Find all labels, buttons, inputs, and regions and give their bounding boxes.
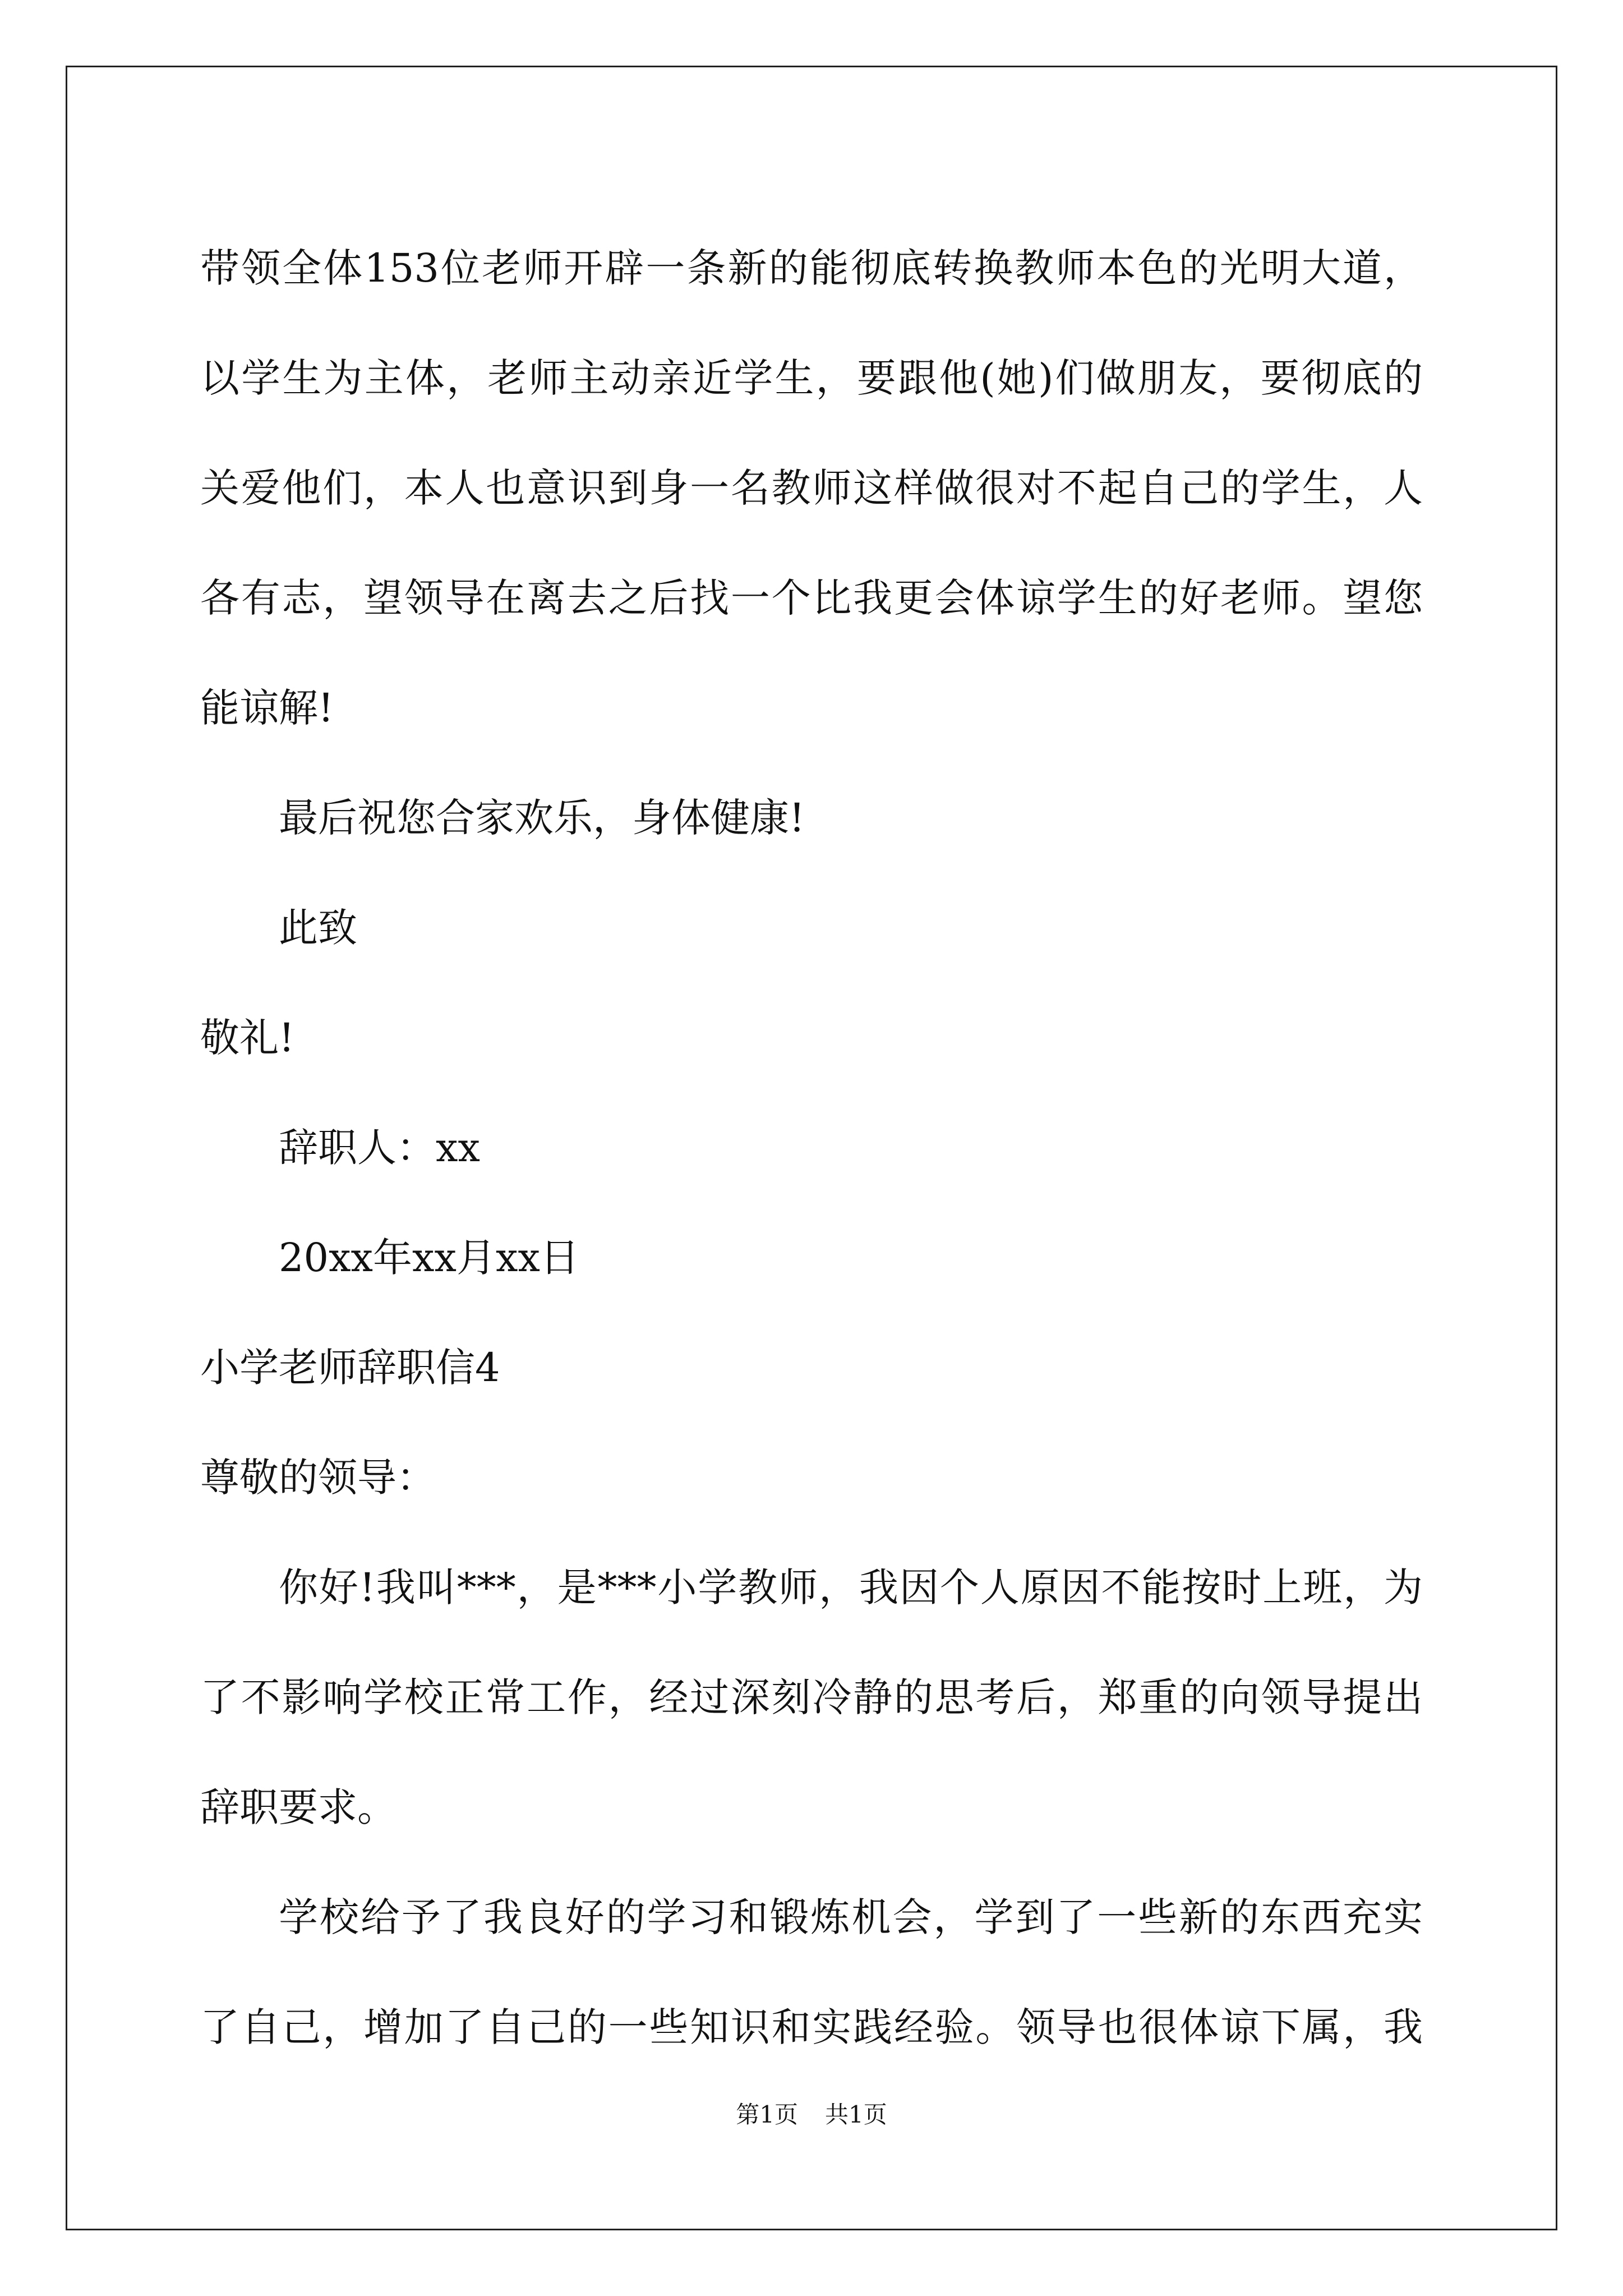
salutation-cizhi: 此致 xyxy=(279,905,357,951)
closing-wish: 最后祝您合家欢乐，身体健康! xyxy=(279,795,805,841)
paragraph-line: 各有志，望领导在离去之后找一个比我更会体谅学生的好老师。望您 xyxy=(200,575,1423,621)
salutation-jingli: 敬礼! xyxy=(200,1015,295,1061)
paragraph-line: 能谅解! xyxy=(200,685,334,731)
paragraph-line: 以学生为主体，老师主动亲近学生，要跟他(她)们做朋友，要彻底的 xyxy=(200,355,1423,401)
page-total: 共1页 xyxy=(825,2101,887,2128)
document-body xyxy=(200,213,1423,2082)
signature-date: 20xx年xx月xx日 xyxy=(279,1235,579,1281)
paragraph-line: 辞职要求。 xyxy=(200,1784,396,1830)
paragraph-line: 你好!我叫***，是***小学教师，我因个人原因不能按时上班，为 xyxy=(279,1565,1423,1611)
page-number: 第1页 xyxy=(736,2101,798,2128)
signature-name: 辞职人：xx xyxy=(279,1125,480,1171)
paragraph-line: 了自己，增加了自己的一些知识和实践经验。领导也很体谅下属，我 xyxy=(200,2004,1423,2050)
paragraph-line: 关爱他们，本人也意识到身一名教师这样做很对不起自己的学生，人 xyxy=(200,465,1423,511)
paragraph-line: 了不影响学校正常工作，经过深刻冷静的思考后，郑重的向领导提出 xyxy=(200,1674,1423,1720)
page-footer xyxy=(0,2098,1623,2132)
paragraph-line: 带领全体153位老师开辟一条新的能彻底转换教师本色的光明大道， xyxy=(200,245,1423,291)
letter-greeting: 尊敬的领导： xyxy=(200,1455,436,1501)
section-title: 小学老师辞职信4 xyxy=(200,1345,500,1391)
paragraph-line: 学校给予了我良好的学习和锻炼机会，学到了一些新的东西充实 xyxy=(279,1894,1423,1940)
